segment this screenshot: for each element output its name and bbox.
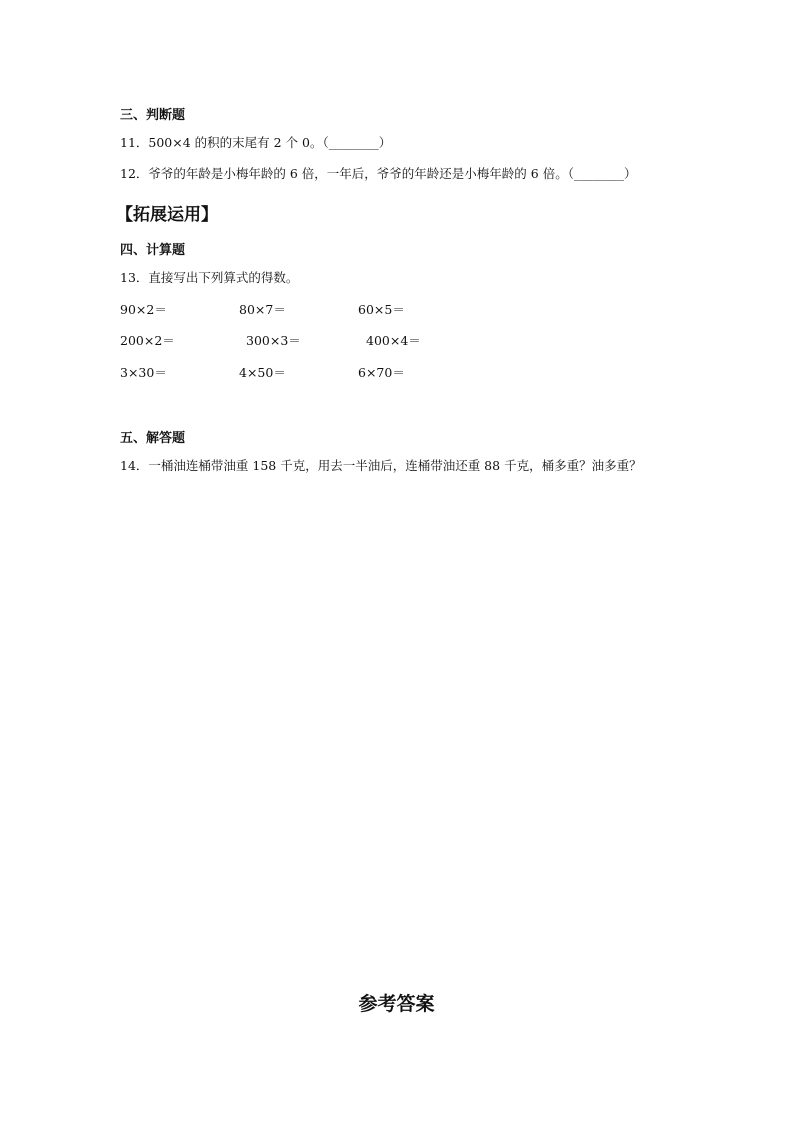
calc-item-7: 3×30＝ (120, 365, 167, 380)
calc-item-4: 200×2＝ (120, 333, 175, 348)
calculation-section-heading: 四、计算题 (120, 243, 186, 258)
reference-answer-title: 参考答案 (358, 993, 435, 1015)
calc-item-9: 6×70＝ (358, 365, 405, 380)
calc-item-1: 90×2＝ (120, 302, 167, 317)
answer-section-heading: 五、解答题 (120, 431, 186, 446)
calc-item-6: 400×4＝ (366, 333, 421, 348)
calc-item-5: 300×3＝ (246, 333, 301, 348)
question-14: 14．一桶油连桶带油重 158 千克，用去一半油后，连桶带油还重 88 千克，桶多重？油多重？ (120, 458, 642, 473)
question-12: 12．爷爷的年龄是小梅年龄的 6 倍，一年后，爷爷的年龄还是小梅年龄的 6 倍。（________） (120, 166, 637, 181)
question-11: 11．500×4 的积的末尾有 2 个 0。（________） (120, 135, 392, 150)
judgement-section-heading: 三、判断题 (120, 108, 186, 123)
calc-item-8: 4×50＝ (239, 365, 286, 380)
extension-application-banner: 【拓展运用】 (116, 205, 218, 225)
calc-item-2: 80×7＝ (239, 302, 286, 317)
question-13: 13．直接写出下列算式的得数。 (120, 270, 299, 285)
calc-item-3: 60×5＝ (358, 302, 405, 317)
